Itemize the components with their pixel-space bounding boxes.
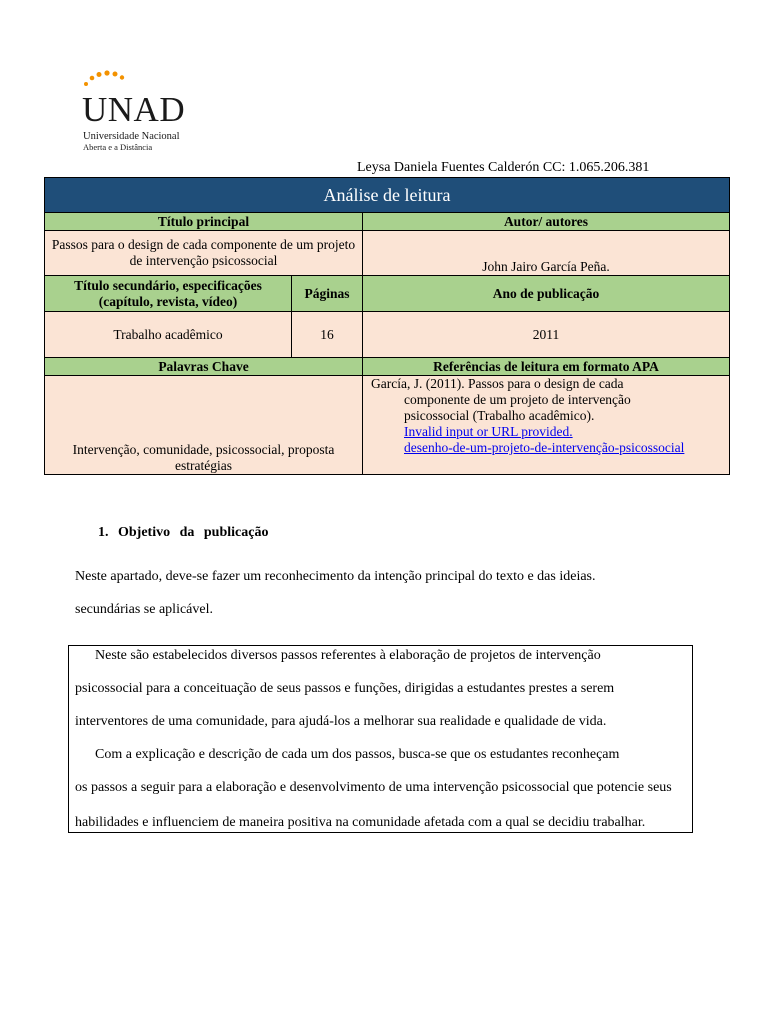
reference-link-2[interactable]: desenho-de-um-projeto-de-intervenção-psicossocial bbox=[404, 440, 685, 455]
main-title-value: Passos para o design de cada componente de um projeto de intervenção psicossocial bbox=[45, 231, 363, 276]
reading-analysis-table bbox=[44, 177, 730, 475]
section-heading bbox=[98, 525, 268, 541]
summary-line-5: os passos a seguir para a elaboração e desenvolvimento de uma intervenção psicossocial que potencie seus bbox=[75, 780, 672, 795]
header-year: Ano de publicação bbox=[363, 276, 730, 312]
authors-value: John Jairo García Peña. bbox=[363, 231, 730, 276]
header-authors: Autor/ autores bbox=[363, 213, 730, 231]
summary-line-3: interventores de uma comunidade, para ajudá-los a melhorar sua realidade e qualidade de vida. bbox=[75, 714, 607, 729]
header-main-title: Título principal bbox=[45, 213, 363, 231]
logo-name: UNAD bbox=[82, 90, 186, 129]
header-secondary-title: Título secundário, especificações (capítulo, revista, vídeo) bbox=[45, 276, 292, 312]
reference-link-1[interactable]: Invalid input or URL provided. bbox=[404, 424, 573, 439]
section-title: Objetivo da publicação bbox=[118, 525, 269, 540]
author-line: Leysa Daniela Fuentes Calderón CC: 1.065.206.381 bbox=[357, 160, 650, 175]
header-references: Referências de leitura em formato APA bbox=[363, 358, 730, 376]
instruction-line-1: Neste apartado, deve-se fazer um reconhecimento da intenção principal do texto e das ideias. bbox=[75, 569, 596, 584]
header-pages: Páginas bbox=[292, 276, 363, 312]
instruction-line-2: secundárias se aplicável. bbox=[75, 602, 213, 617]
summary-line-4: Com a explicação e descrição de cada um dos passos, busca-se que os estudantes reconheçam bbox=[95, 747, 620, 762]
reference-line-2: componente de um projeto de intervenção bbox=[404, 392, 631, 407]
reference-cell bbox=[363, 376, 730, 475]
keywords-value: Intervenção, comunidade, psicossocial, proposta estratégias bbox=[45, 376, 363, 475]
summary-line-1: Neste são estabelecidos diversos passos referentes à elaboração de projetos de intervenção bbox=[95, 648, 601, 663]
logo-subtitle-1: Universidade Nacional bbox=[83, 131, 180, 142]
unad-logo bbox=[82, 70, 212, 155]
year-value: 2011 bbox=[363, 312, 730, 358]
summary-box bbox=[68, 645, 693, 833]
header-keywords: Palavras Chave bbox=[45, 358, 363, 376]
table-title: Análise de leitura bbox=[45, 178, 730, 213]
summary-line-6: habilidades e influenciem de maneira positiva na comunidade afetada com a qual se decidiu trabalhar. bbox=[75, 815, 646, 830]
reference-line-1: García, J. (2011). Passos para o design de cada bbox=[371, 376, 624, 391]
pages-value: 16 bbox=[292, 312, 363, 358]
section-number: 1. bbox=[98, 525, 109, 540]
logo-subtitle-2: Aberta e a Distância bbox=[83, 142, 153, 152]
secondary-title-value: Trabalho acadêmico bbox=[45, 312, 292, 358]
logo-dots-arc bbox=[82, 70, 142, 92]
reference-line-3: psicossocial (Trabalho acadêmico). bbox=[404, 408, 595, 423]
summary-line-2: psicossocial para a conceituação de seus passos e funções, dirigidas a estudantes prestes a serem bbox=[75, 681, 615, 696]
